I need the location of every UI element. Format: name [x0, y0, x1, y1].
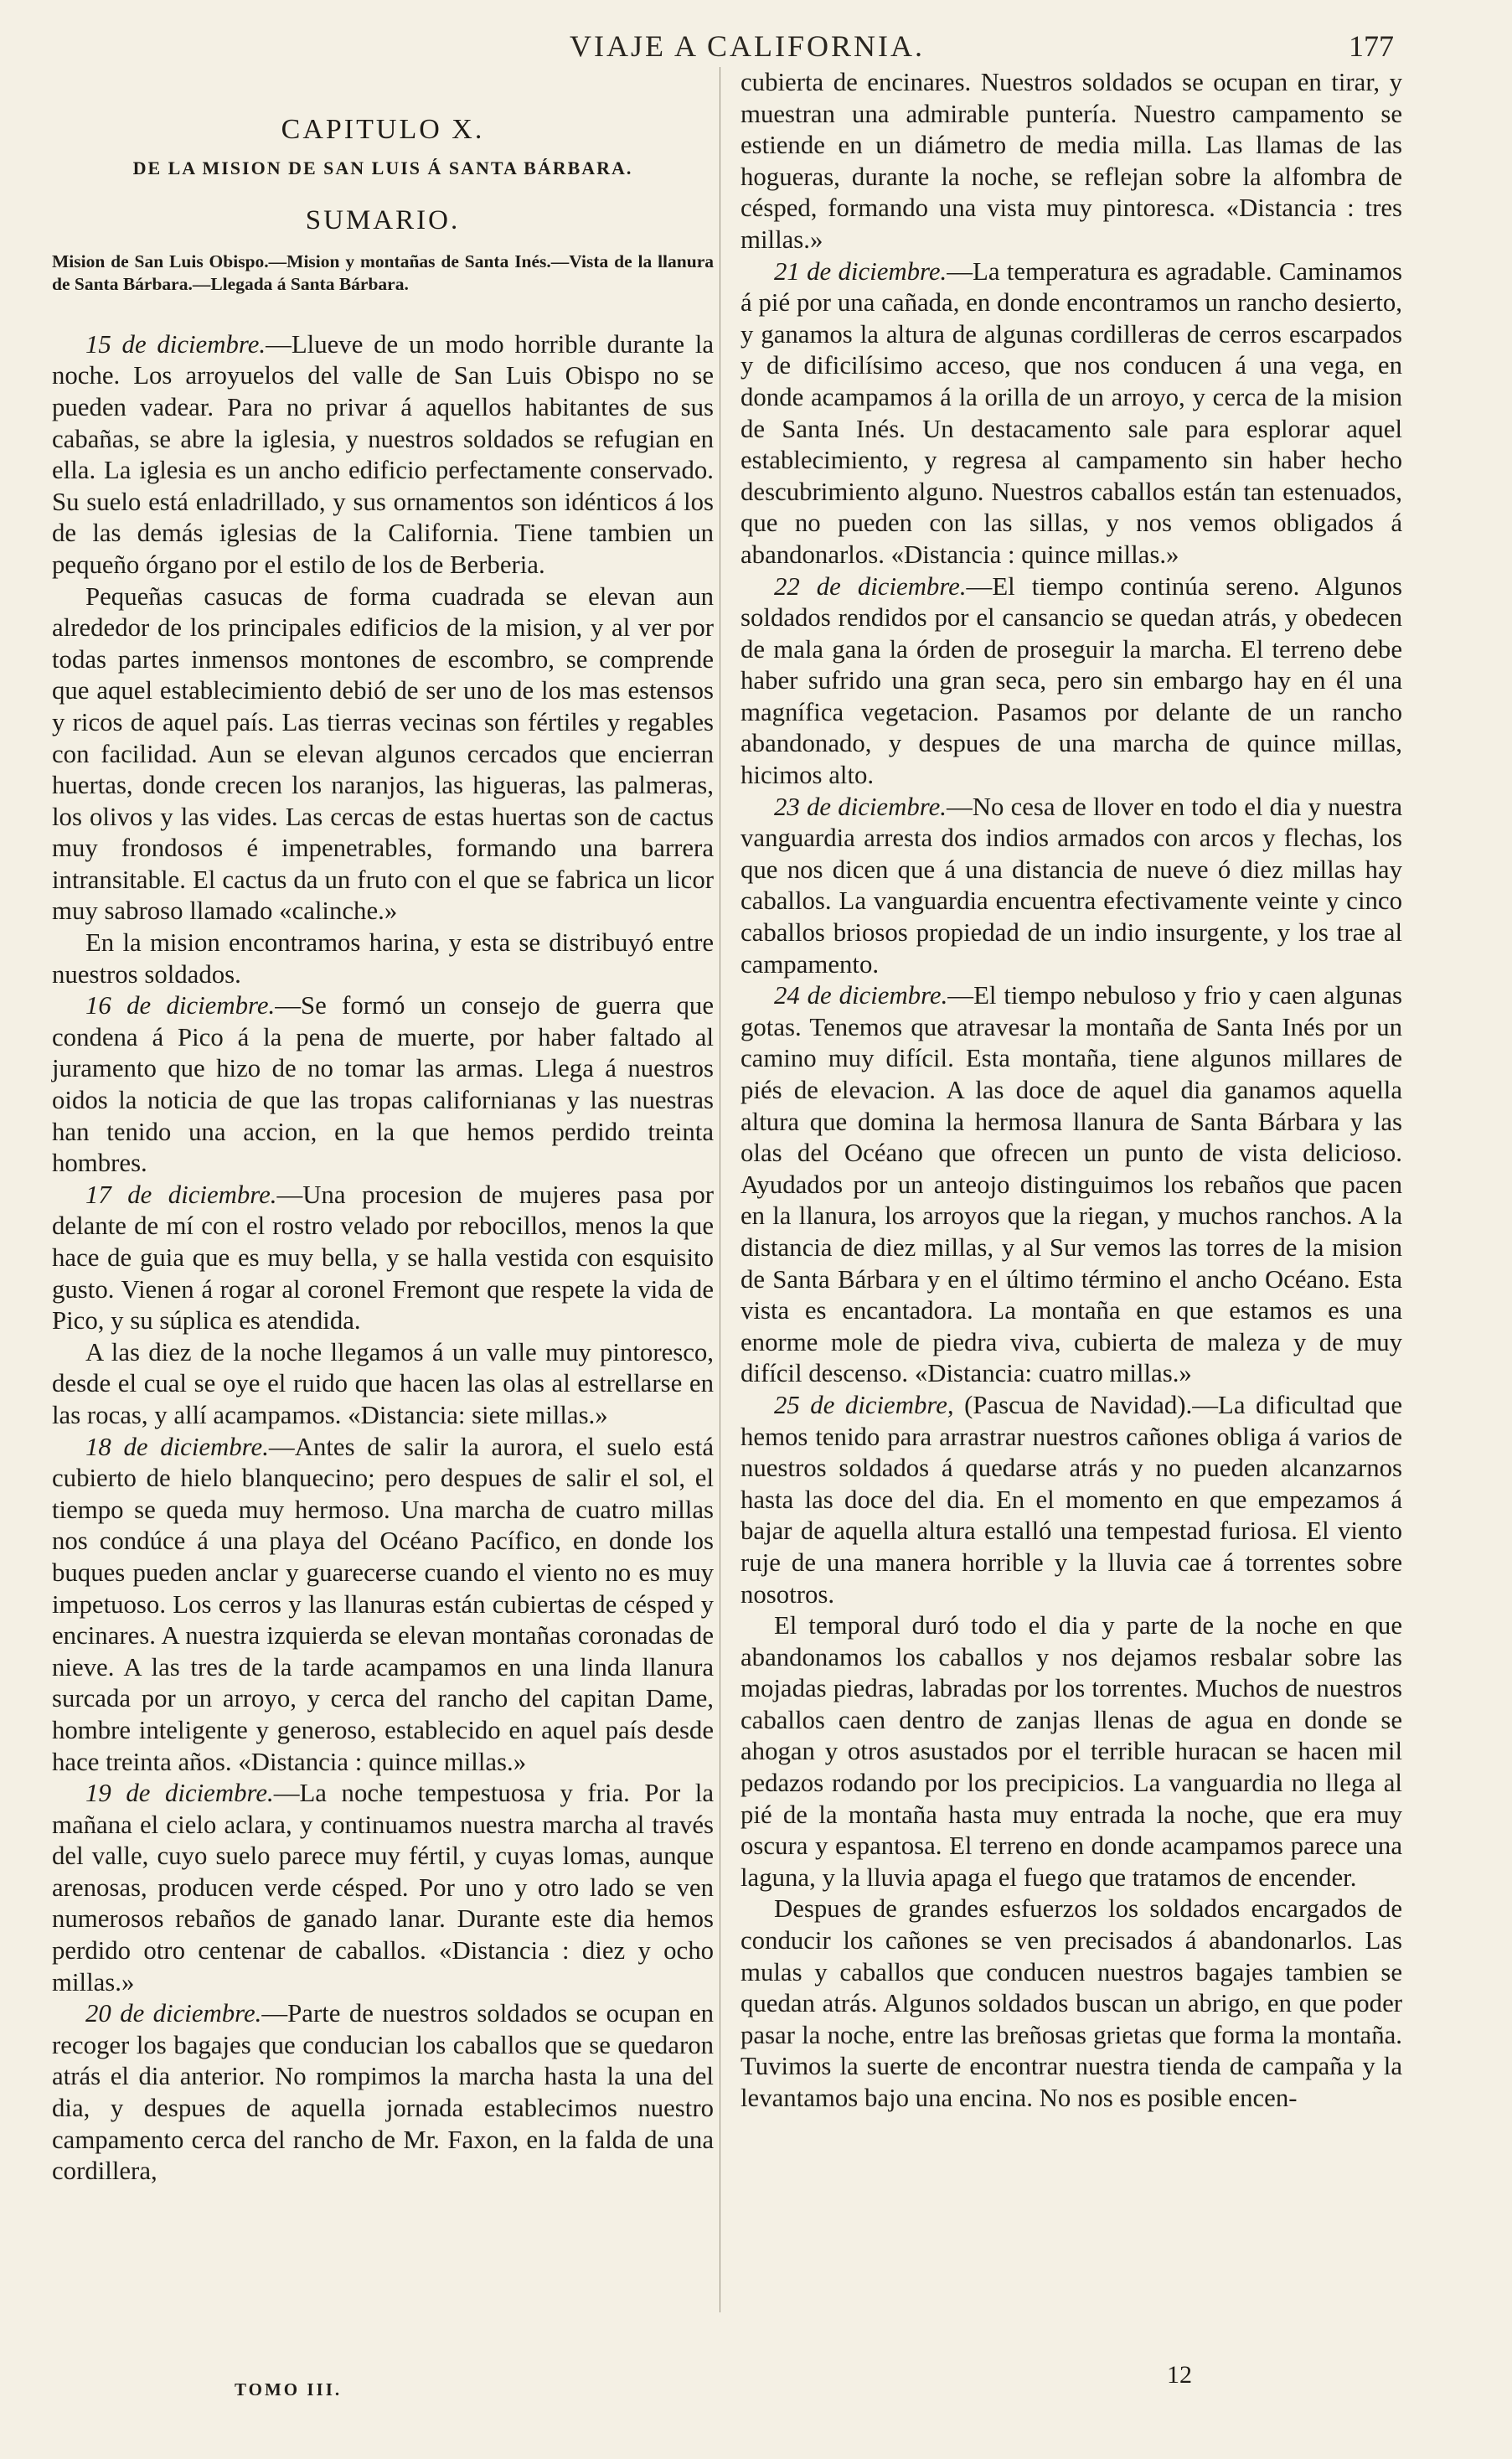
entry-text: —El tiempo nebuloso y frio y caen algunas gotas. Tenemos que atravesar la montaña de Santa Inés por un camino muy difícil. Esta montaña, tiene algunos millares de piés de elevacion. A las doce de aquel dia ganamos aquella altura que domina la hermosa llanura de Santa Bárbara y las olas del Océano que ofrecen un punto de vista delicioso. Ayudados por un anteojo distinguimos los rebaños que pacen en la llanura, los arroyos que la riegan, y muchos ranchos. A la distancia de diez millas, y al Sur vemos las torres de la mision de Santa Bárbara y en el último término el ancho Océano. Esta vista es encantadora. La montaña en que estamos es una enorme mole de piedra viva, cubierta de maleza y de muy difícil descenso. «Distancia: cuatro millas.»	[741, 981, 1402, 1388]
entry-date: 17 de diciembre.	[85, 1180, 277, 1209]
running-head	[0, 28, 1512, 62]
folio-number: 12	[1167, 2361, 1192, 2389]
entry-date: 22 de diciembre.	[774, 571, 967, 601]
entry-text: —El tiempo continúa sereno. Algunos soldados rendidos por el cansancio se quedan atrás, y obedecen de mala gana la órden de proseguir la marcha. El terreno debe haber sufrido una gran seca, pero sin embargo hay en él una magnífica vegetacion. Pasamos por delante de un rancho abandonado, y despues de una marcha de quince millas, hicimos alto.	[741, 571, 1402, 790]
entry-text: En la mision encontramos harina, y esta se distribuyó entre nuestros soldados.	[52, 928, 714, 989]
paragraph	[52, 1432, 714, 1779]
signature-mark: TOMO III.	[235, 2379, 343, 2400]
paragraph	[52, 1180, 714, 1337]
paragraph	[52, 329, 714, 581]
entry-text: A las diez de la noche llegamos á un valle muy pintoresco, desde el cual se oye el ruido que hacen las olas al estrellarse en las rocas, y allí acampamos. «Distancia: siete millas.»	[52, 1337, 714, 1429]
page-number: 177	[1349, 29, 1394, 63]
paragraph	[741, 67, 1402, 256]
entry-date: 16 de diciembre.	[85, 991, 276, 1020]
chapter-title: CAPITULO X.	[281, 114, 485, 145]
entry-date: 18 de diciembre.	[85, 1432, 269, 1461]
paragraph	[741, 571, 1402, 792]
sumario-title: SUMARIO.	[305, 205, 461, 236]
running-title: VIAJE A CALIFORNIA.	[570, 29, 926, 63]
entry-text: —La noche tempestuosa y fria. Por la mañana el cielo aclara, y continuamos nuestra marcha al través del valle, cuyo suelo parece muy fértil, y cuyas lomas, aunque arenosas, producen verde césped. Por uno y otro lado se ven numerosos rebaños de ganado lanar. Durante este dia hemos perdido otro centenar de caballos. «Distancia : diez y ocho millas.»	[52, 1779, 714, 1997]
paragraph	[741, 1610, 1402, 1893]
paragraph	[741, 792, 1402, 981]
entry-text: (Pascua de Navidad).—La dificultad que hemos tenido para arrastrar nuestros cañones obliga á varios de nuestros soldados á quedarse atrás y no pueden alcanzarnos hasta las doce del dia. En el momento en que empezamos á bajar de aquella altura estalló una tempestad furiosa. El viento ruje de una manera horrible y la lluvia cae á torrentes sobre nosotros.	[741, 1390, 1402, 1609]
entry-date: 21 de diciembre.	[774, 256, 947, 286]
paragraph	[52, 990, 714, 1180]
paragraph	[741, 256, 1402, 571]
entry-date: 24 de diciembre.	[774, 981, 948, 1010]
entry-text: —Una procesion de mujeres pasa por delante de mí con el rostro velado por rebocillos, menos la que hace de guia que es muy bella, y se halla vestida con esquisito gusto. Vienen á rogar al coronel Fremont que respete la vida de Pico, y su súplica es atendida.	[52, 1180, 714, 1335]
entry-text: Pequeñas casucas de forma cuadrada se elevan aun alrededor de los principales edificios de la mision, y al ver por todas partes inmensos montones de escombro, se comprende que aquel establecimiento debió de ser uno de los mas estensos y ricos de aquel país. Las tierras vecinas son fértiles y regables con facilidad. Aun se elevan algunos cercados que encierran huertas, donde crecen los naranjos, las higueras, las palmeras, los olivos y las vides. Las cercas de estas huertas son de cactus muy frondosos é impenetrables, formando una barrera intransitable. El cactus da un fruto con el que se fabrica un licor muy sabroso llamado «calinche.»	[52, 581, 714, 926]
left-column	[52, 77, 714, 2188]
paragraph	[741, 980, 1402, 1390]
paragraph	[741, 1390, 1402, 1610]
entry-text: —Se formó un consejo de guerra que condena á Pico á la pena de muerte, por haber faltado al juramento que hizo de no tomar las armas. Llega á nuestros oidos la noticia de que las tropas californianas y las nuestras han tenido una accion, en la que hemos perdido treinta hombres.	[52, 991, 714, 1178]
entry-text: —La temperatura es agradable. Caminamos á pié por una cañada, en donde encontramos un rancho desierto, y ganamos la altura de algunas cordilleras de cerros escarpados y de dificilísimo acceso, que nos conducen á una vega, en donde acampamos á la orilla de un arroyo, y cerca de la mision de Santa Inés. Un destacamento sale para esplorar aquel establecimiento, y regresa al campamento sin haber hecho descubrimiento alguno. Nuestros caballos están tan estenuados, que no pueden con las sillas, y nos vemos obligados á abandonarlos. «Distancia : quince millas.»	[741, 256, 1402, 569]
entry-date: 25 de diciembre,	[774, 1390, 954, 1419]
paragraph	[52, 927, 714, 990]
entry-date: 23 de diciembre.	[774, 792, 947, 821]
entry-text: —No cesa de llover en todo el dia y nuestra vanguardia arresta dos indios armados con arcos y flechas, los que nos dicen que á una distancia de nueve ó diez millas hay caballos. La vanguardia encuentra efectivamente veinte y cinco caballos briosos propiedad de un indio insurgente, y los trae al campamento.	[741, 792, 1402, 979]
entry-date: 19 de diciembre.	[85, 1779, 274, 1808]
entry-text: Despues de grandes esfuerzos los soldados encargados de conducir los cañones se ven precisados á abandonarlos. Las mulas y caballos que conducen nuestros bagajes tambien se quedan atrás. Algunos soldados buscan un abrigo, en que poder pasar la noche, entre las breñosas grietas que forma la montaña. Tuvimos la suerte de encontrar nuestra tienda de campaña y la levantamos bajo una encina. No nos es posible encen-	[741, 1894, 1402, 2112]
entry-text: —Parte de nuestros soldados se ocupan en recoger los bagajes que conducian los caballos que se quedaron atrás el dia anterior. No rompimos la marcha hasta la una del dia, y despues de aquella jornada establecimos nuestro campamento cerca del rancho de Mr. Faxon, en la falda de una cordillera,	[52, 1999, 714, 2186]
right-column	[741, 67, 1402, 2115]
entry-date: 15 de diciembre.	[85, 329, 266, 359]
paragraph	[52, 1337, 714, 1432]
entry-text: cubierta de encinares. Nuestros soldados se ocupan en tirar, y muestran una admirable puntería. Nuestro campamento se estiende en un diámetro de media milla. Las llamas de las hogueras, durante la noche, se reflejan sobre la alfombra de césped, formando una vista muy pintoresca. «Distancia : tres millas.»	[741, 68, 1402, 254]
paragraph	[52, 1778, 714, 1998]
entry-text: El temporal duró todo el dia y parte de la noche en que abandonamos los caballos y nos dejamos resbalar sobre las mojadas piedras, labradas por los torrentes. Muchos de nuestros caballos caen dentro de zanjas llenas de agua en donde se ahogan y otros asustados por el terrible huracan se hacen mil pedazos rodando por los precipicios. La vanguardia no llega al pié de la montaña hasta muy entrada la noche, que era muy oscura y espantosa. El terreno en donde acampamos parece una laguna, y la lluvia apaga el fuego que tratamos de encender.	[741, 1611, 1402, 1892]
entry-text: —Llueve de un modo horrible durante la noche. Los arroyuelos del valle de San Luis Obispo no se pueden vadear. Para no privar á aquellos habitantes de sus cabañas, se abre la iglesia, y nuestros soldados se refugian en ella. La iglesia es un ancho edificio perfectamente conservado. Su suelo está enladrillado, y sus ornamentos son idénticos á los de las demás iglesias de la California. Tiene tambien un pequeño órgano por el estilo de los de Berberia.	[52, 329, 714, 579]
paragraph	[52, 581, 714, 928]
paragraph	[52, 1998, 714, 2188]
sumario-text: Mision de San Luis Obispo.—Mision y montañas de Santa Inés.—Vista de la llanura de Santa Bárbara.—Llegada á Santa Bárbara.	[52, 251, 714, 294]
chapter-subtitle: DE LA MISION DE SAN LUIS Á SANTA BÁRBARA.	[132, 157, 633, 178]
paragraph	[741, 1893, 1402, 2114]
entry-date: 20 de diciembre.	[85, 1999, 262, 2028]
entry-text: —Antes de salir la aurora, el suelo está cubierto de hielo blanquecino; pero despues de salir el sol, el tiempo se queda muy hermoso. Una marcha de cuatro millas nos condúce á una playa del Océano Pacífico, en donde los buques pueden anclar y guarecerse cuando el viento no es muy impetuoso. Los cerros y las llanuras están cubiertas de césped y encinares. A nuestra izquierda se elevan montañas coronadas de nieve. A las tres de la tarde acampamos en una linda llanura surcada por un arroyo, y cerca del rancho del capitan Dame, hombre inteligente y generoso, establecido en aquel país desde hace treinta años. «Distancia : quince millas.»	[52, 1432, 714, 1776]
